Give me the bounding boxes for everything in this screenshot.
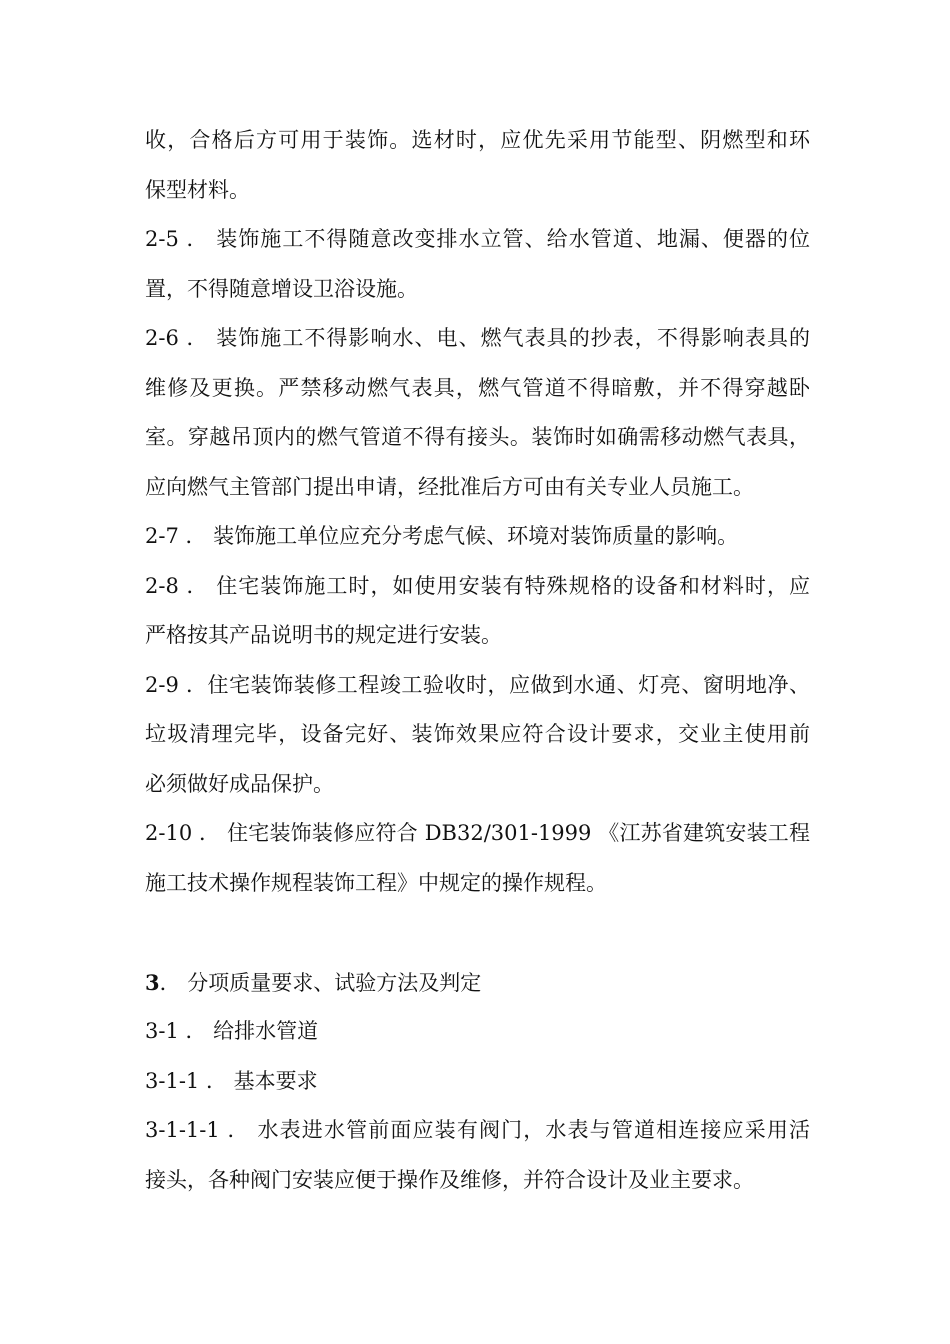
paragraph-2-7: [145, 512, 810, 562]
text-line: 2-9 ．住宅装饰装修工程竣工验收时，应做到水通、灯亮、窗明地净、: [145, 672, 810, 697]
text-line: 应向燃气主管部门提出申请，经批准后方可由有关专业人员施工。: [145, 474, 754, 499]
text-line: 2-8 ． 住宅装饰施工时，如使用安装有特殊规格的设备和材料时，应: [145, 573, 810, 598]
text-line: 保型材料。: [145, 177, 250, 202]
text-line: 2-10 ． 住宅装饰装修应符合 DB32/301-1999 《江苏省建筑安装工程: [145, 821, 810, 845]
text-line: 置，不得随意增设卫浴设施。: [145, 276, 418, 301]
subsection-3-1-1: [145, 1057, 810, 1107]
paragraph-2-10: [145, 809, 810, 908]
paragraph-2-8: [145, 562, 810, 661]
text-line: 2-5 ． 装饰施工不得随意改变排水立管、给水管道、地漏、便器的位: [145, 227, 810, 251]
paragraph-materials: [145, 116, 810, 215]
text-line: 3-1-1-1 ． 水表进水管前面应装有阀门，水表与管道相连接应采用活: [145, 1118, 810, 1142]
paragraph-2-5: [145, 215, 810, 314]
text-line: 3-1-1 ． 基本要求: [145, 1068, 318, 1093]
text-line: 接头，各种阀门安装应便于操作及维修，并符合设计及业主要求。: [145, 1167, 754, 1192]
text-line: 3-1 ． 给排水管道: [145, 1019, 319, 1043]
paragraph-2-6: [145, 314, 810, 512]
text-line: 室。穿越吊顶内的燃气管道不得有接头。装饰时如确需移动燃气表具，: [145, 425, 810, 449]
text-line: 维修及更换。严禁移动燃气表具，燃气管道不得暗敷，并不得穿越卧: [145, 375, 810, 400]
text-line: 收，合格后方可用于装饰。选材时，应优先采用节能型、阴燃型和环: [145, 128, 810, 152]
section-number: 3: [145, 969, 160, 995]
subsection-3-1-1-1: [145, 1106, 810, 1205]
paragraph-2-9: [145, 661, 810, 810]
blank-line: [145, 908, 810, 958]
text-line: 2-7 ． 装饰施工单位应充分考虑气候、环境对装饰质量的影响。: [145, 524, 739, 548]
text-line: 施工技术操作规程装饰工程》中规定的操作规程。: [145, 870, 607, 895]
text-line: 必须做好成品保护。: [145, 771, 334, 796]
text-line: 垃圾清理完毕，设备完好、装饰效果应符合设计要求，交业主使用前: [145, 722, 810, 746]
text-line: 严格按其产品说明书的规定进行安装。: [145, 623, 502, 647]
subsection-3-1: [145, 1007, 810, 1057]
text-line: 2-6 ． 装饰施工不得影响水、电、燃气表具的抄表，不得影响表具的: [145, 326, 810, 350]
document-body: [145, 116, 810, 1205]
section-title: ． 分项质量要求、试验方法及判定: [159, 970, 482, 995]
section-heading: [145, 958, 810, 1008]
